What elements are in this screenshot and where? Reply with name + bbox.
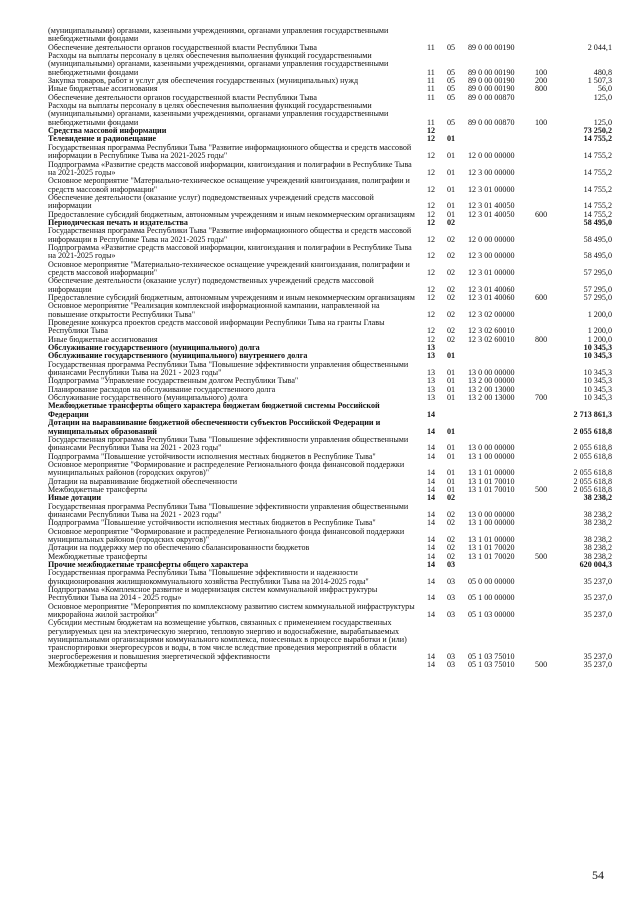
row-description: Телевидение и радиовещание: [48, 134, 157, 144]
section-code: 12: [427, 201, 436, 211]
amount: 14 755,2: [583, 134, 612, 144]
amount: 58 495,0: [583, 251, 612, 261]
target-article-code: 05 1 03 75010: [468, 660, 515, 670]
row-description: Обслуживание государственного (муниципального) долга: [48, 343, 260, 353]
target-article-code: 05 0 00 00000: [468, 576, 515, 586]
section-code: 12: [427, 293, 436, 302]
amount: 57 295,0: [583, 293, 612, 302]
row-description: Подпрограмма "Повышение устойчивости исполнения местных бюджетов в Республике Тыва": [48, 451, 376, 461]
row-description: Дотации на выравнивание бюджетной обеспеченности: [48, 476, 238, 486]
target-article-code: 13 1 00 00000: [468, 451, 515, 461]
table-row: [48, 569, 613, 586]
amount: 10 345,3: [583, 384, 612, 394]
amount: 1 200,0: [587, 334, 612, 344]
amount: 14 755,2: [583, 201, 612, 211]
budget-table: [48, 27, 613, 669]
subsection-code: 02: [447, 251, 456, 261]
table-row: [48, 361, 613, 378]
subsection-code: 01: [447, 384, 456, 394]
row-description: Основное мероприятие "Формирование и распределение Регионального фонда финансовой поддержки муниципальных районов (городских округов)": [48, 459, 405, 478]
amount: 2 055 618,8: [573, 426, 612, 436]
row-description: Государственная программа Республики Тыва "Развитие информационного общества и средств массовой информации в Республике Тыва на 2021-2025 годы": [48, 226, 412, 244]
subsection-code: 05: [447, 92, 456, 102]
target-article-code: 13 2 00 00000: [468, 376, 515, 386]
row-description: Подпрограмма «Развитие средств массовой информации, книгоиздания и полиграфии в Республике Тыва на 2021-2025 годы»: [48, 242, 412, 261]
subsection-code: 01: [447, 376, 456, 386]
target-article-code: 13 0 00 00000: [468, 443, 515, 453]
table-row: [48, 102, 613, 127]
section-code: 14: [427, 409, 436, 419]
target-article-code: 13 1 01 00000: [468, 534, 515, 544]
page-number: 54: [592, 868, 604, 882]
amount: 38 238,2: [583, 509, 612, 519]
table-row: [48, 586, 613, 603]
row-description: Государственная программа Республики Тыва "Развитие информационного общества и средств массовой информации в Республике Тыва на 2021-2025 годы": [48, 142, 412, 161]
subsection-code: 05: [447, 84, 456, 94]
amount: 35 237,0: [583, 576, 612, 586]
section-code: 14: [427, 476, 436, 486]
row-description: Предоставление субсидий бюджетным, автономным учреждениям и иным некоммерческим организациям: [48, 209, 415, 219]
section-code: 14: [427, 610, 436, 620]
row-description: Государственная программа Республики Тыва "Повышение эффективности и надежности функционирования жилищнокоммунального хозяйства Республики Тыва на 2014-2025 годы": [48, 568, 369, 586]
section-code: 12: [427, 267, 436, 277]
amount: 14 755,2: [583, 167, 612, 177]
section-code: 14: [427, 551, 436, 561]
table-row: [48, 161, 613, 178]
row-description: Обеспечение деятельности (оказание услуг) подведомственных учреждений средств массовой информации: [48, 192, 374, 211]
row-description: Закупка товаров, работ и услуг для обеспечения государственных (муниципальных) нужд: [48, 76, 359, 86]
table-row: [48, 177, 613, 194]
row-description: Обслуживание государственного (муниципального) внутреннего долга: [48, 351, 308, 361]
target-article-code: 89 0 00 00190: [468, 67, 515, 77]
section-code: 14: [427, 443, 436, 453]
section-code: 13: [427, 343, 436, 353]
row-description: Обеспечение деятельности (оказание услуг) подведомственных учреждений средств массовой информации: [48, 276, 374, 294]
amount: 125,0: [593, 117, 612, 127]
subsection-code: 01: [447, 134, 456, 144]
target-article-code: 13 1 01 70020: [468, 543, 515, 553]
table-row: [48, 486, 613, 494]
table-row: [48, 603, 613, 620]
subsection-code: 01: [447, 451, 456, 461]
row-description: Подпрограмма «Комплексное развитие и модернизация систем коммунальной инфраструктуры Республики Тыва на 2014 - 2025 годы»: [48, 585, 378, 603]
table-row: [48, 436, 613, 453]
subsection-code: 01: [447, 201, 456, 211]
table-row: [48, 302, 613, 319]
target-article-code: 12 3 01 00000: [468, 267, 515, 277]
row-description: Основное мероприятие "Мероприятия по комплексному развитию систем коммунальной инфраструктуры микрорайона жилой застройки": [48, 601, 415, 620]
table-row: [48, 244, 613, 261]
subsection-code: 02: [447, 551, 456, 561]
expense-type-code: 600: [535, 293, 548, 302]
target-article-code: 05 1 00 00000: [468, 593, 515, 603]
subsection-code: 03: [447, 651, 456, 661]
subsection-code: 02: [447, 509, 456, 519]
subsection-code: 02: [447, 493, 456, 503]
row-description: Основное мероприятие "Материально-техническое оснащение учреждений книгоиздания, полиграфии и средств массовой информации": [48, 176, 410, 194]
amount: 35 237,0: [583, 593, 612, 603]
table-row: [48, 661, 613, 669]
target-article-code: 13 1 01 00000: [468, 468, 515, 478]
row-description: Планирование расходов на обслуживание государственного долга: [48, 384, 276, 394]
subsection-code: 03: [447, 576, 456, 586]
row-description: Государственная программа Республики Тыва "Повышение эффективности управления общественными финансами Республики Тыва на 2021 - 2023 годы": [48, 434, 409, 453]
expense-type-code: 800: [535, 334, 548, 344]
amount: 38 238,2: [583, 543, 612, 553]
target-article-code: 89 0 00 00190: [468, 76, 515, 86]
row-description: Обеспечение деятельности органов государственной власти Республики Тыва: [48, 42, 317, 52]
expense-type-code: 100: [535, 117, 548, 127]
table-row: [48, 144, 613, 161]
row-description: (муниципальными) органами, казенными учреждениями, органами управления государственными внебюджетными фондами: [48, 26, 389, 44]
section-code: 14: [427, 493, 436, 503]
subsection-code: 01: [447, 443, 456, 453]
amount: 2 044,1: [587, 42, 612, 52]
row-description: Предоставление субсидий бюджетным, автономным учреждениям и иным некоммерческим организациям: [48, 293, 415, 302]
section-code: 12: [427, 134, 436, 144]
section-code: 11: [427, 42, 435, 52]
section-code: 12: [427, 326, 436, 336]
section-code: 14: [427, 451, 436, 461]
subsection-code: 01: [447, 393, 456, 403]
amount: 10 345,3: [583, 376, 612, 386]
target-article-code: 12 3 00 00000: [468, 167, 515, 177]
amount: 1 200,0: [587, 309, 612, 319]
section-code: 14: [427, 468, 436, 478]
section-code: 13: [427, 368, 436, 378]
amount: 480,8: [593, 67, 612, 77]
expense-type-code: 200: [535, 76, 548, 86]
amount: 2 055 618,8: [573, 443, 612, 453]
amount: 38 238,2: [583, 534, 612, 544]
row-description: Субсидии местным бюджетам на возмещение убытков, связанных с применением государственных регулируемых цен на электрическую энергию, тепловую энергию и водоснабжение, вырабатываемых муниципальными организациями коммунального комплекса, понесенных в процессе выработки и (или) транспортировки энергоресурсов и воды, в том числе вследствие проведения мероприятий в области энергосбережения и повышения энергетической эффективности: [48, 618, 407, 661]
amount: 2 713 861,3: [573, 409, 612, 419]
subsection-code: 01: [447, 209, 456, 219]
subsection-code: 02: [447, 217, 456, 227]
subsection-code: 03: [447, 593, 456, 603]
section-code: 12: [427, 334, 436, 344]
amount: 1 200,0: [587, 326, 612, 336]
table-row: [48, 194, 613, 211]
section-code: 12: [427, 234, 436, 244]
table-row: [48, 619, 613, 661]
target-article-code: 13 1 01 70010: [468, 476, 515, 486]
subsection-code: 01: [447, 484, 456, 494]
target-article-code: 12 3 01 40050: [468, 201, 515, 211]
row-description: Иные дотации: [48, 493, 102, 503]
table-row: [48, 277, 613, 294]
subsection-code: 05: [447, 76, 456, 86]
section-code: 12: [427, 126, 436, 136]
subsection-code: 03: [447, 660, 456, 670]
section-code: 14: [427, 560, 436, 569]
row-description: Межбюджетные трансферты: [48, 551, 148, 561]
target-article-code: 13 0 00 00000: [468, 509, 515, 519]
amount: 38 238,2: [583, 551, 612, 561]
section-code: 13: [427, 376, 436, 386]
expense-type-code: 600: [535, 209, 548, 219]
row-description: Межбюджетные трансферты: [48, 484, 148, 494]
subsection-code: 02: [447, 309, 456, 319]
target-article-code: 12 3 02 60010: [468, 334, 515, 344]
row-description: Государственная программа Республики Тыва "Повышение эффективности управления общественными финансами Республики Тыва на 2021 - 2023 годы": [48, 359, 409, 378]
subsection-code: 03: [447, 560, 456, 569]
section-code: 12: [427, 167, 436, 177]
subsection-code: 01: [447, 476, 456, 486]
row-description: Прочие межбюджетные трансферты общего характера: [48, 560, 249, 569]
section-code: 14: [427, 534, 436, 544]
amount: 38 238,2: [583, 518, 612, 528]
section-row: [48, 402, 613, 419]
target-article-code: 12 3 00 00000: [468, 251, 515, 261]
row-description: Периодическая печать и издательства: [48, 217, 188, 227]
subsection-code: 01: [447, 368, 456, 378]
target-article-code: 12 3 01 00000: [468, 184, 515, 194]
row-description: Средства массовой информации: [48, 126, 167, 136]
target-article-code: 12 3 01 40060: [468, 284, 515, 294]
subsection-code: 02: [447, 518, 456, 528]
amount: 58 495,0: [583, 234, 612, 244]
target-article-code: 12 0 00 00000: [468, 151, 515, 161]
section-code: 11: [427, 92, 435, 102]
row-description: Дотации на выравнивание бюджетной обеспеченности субъектов Российской Федерации и муниципальных образований: [48, 418, 381, 436]
subsection-code: 03: [447, 610, 456, 620]
amount: 73 250,2: [583, 126, 612, 136]
row-description: Основное мероприятие "Формирование и распределение Регионального фонда финансовой поддержки муниципальных районов (городских округов)": [48, 526, 405, 544]
amount: 10 345,3: [583, 393, 612, 403]
section-code: 12: [427, 251, 436, 261]
target-article-code: 89 0 00 00870: [468, 117, 515, 127]
target-article-code: 12 3 02 60010: [468, 326, 515, 336]
amount: 58 495,0: [583, 217, 612, 227]
amount: 620 004,3: [579, 560, 612, 569]
section-code: 13: [427, 384, 436, 394]
subsection-code: 02: [447, 534, 456, 544]
table-row: [48, 503, 613, 520]
subsection-code: 05: [447, 117, 456, 127]
amount: 35 237,0: [583, 651, 612, 661]
table-row: [48, 261, 613, 278]
section-code: 14: [427, 426, 436, 436]
amount: 57 295,0: [583, 267, 612, 277]
row-description: Межбюджетные трансферты общего характера бюджетам бюджетной системы Российской Федерации: [48, 401, 380, 419]
section-code: 14: [427, 576, 436, 586]
subsection-code: 01: [447, 468, 456, 478]
amount: 14 755,2: [583, 209, 612, 219]
table-row: [48, 27, 613, 44]
amount: 2 055 618,8: [573, 468, 612, 478]
expense-type-code: 500: [535, 660, 548, 670]
table-row: [48, 461, 613, 478]
section-code: 14: [427, 509, 436, 519]
section-code: 11: [427, 76, 435, 86]
subsection-code: 01: [447, 351, 456, 361]
section-code: 12: [427, 284, 436, 294]
expense-type-code: 700: [535, 393, 548, 403]
target-article-code: 13 1 01 70010: [468, 484, 515, 494]
subsection-code: 02: [447, 543, 456, 553]
subsection-code: 05: [447, 42, 456, 52]
row-description: Расходы на выплаты персоналу в целях обеспечения выполнения функций государственными (муниципальными) органами, казенными учреждениями, органами управления государственными внебюджетными фондами: [48, 51, 389, 77]
section-code: 13: [427, 393, 436, 403]
target-article-code: 05 1 03 00000: [468, 610, 515, 620]
amount: 10 345,3: [583, 351, 612, 361]
target-article-code: 13 0 00 00000: [468, 368, 515, 378]
row-description: Государственная программа Республики Тыва "Повышение эффективности управления общественными финансами Республики Тыва на 2021 - 2023 годы": [48, 501, 409, 519]
target-article-code: 13 1 00 00000: [468, 518, 515, 528]
target-article-code: 89 0 00 00190: [468, 42, 515, 52]
table-row: [48, 528, 613, 545]
row-description: Основное мероприятие "Материально-техническое оснащение учреждений книгоиздания, полиграфии и средств массовой информации": [48, 259, 410, 277]
subsection-code: 02: [447, 234, 456, 244]
amount: 14 755,2: [583, 151, 612, 161]
amount: 2 055 618,8: [573, 451, 612, 461]
amount: 35 237,0: [583, 610, 612, 620]
target-article-code: 05 1 03 75010: [468, 651, 515, 661]
target-article-code: 12 3 02 00000: [468, 309, 515, 319]
amount: 125,0: [593, 92, 612, 102]
row-description: Иные бюджетные ассигнования: [48, 334, 158, 344]
amount: 10 345,3: [583, 343, 612, 353]
row-description: Расходы на выплаты персоналу в целях обеспечения выполнения функций государственными (муниципальными) органами, казенными учреждениями, органами управления государственными внебюджетными фондами: [48, 101, 389, 127]
section-code: 12: [427, 184, 436, 194]
row-description: Обеспечение деятельности органов государственной власти Республики Тыва: [48, 92, 317, 102]
target-article-code: 13 2 00 13000: [468, 384, 515, 394]
amount: 57 295,0: [583, 284, 612, 294]
subsection-code: 02: [447, 267, 456, 277]
section-code: 12: [427, 309, 436, 319]
amount: 14 755,2: [583, 184, 612, 194]
target-article-code: 13 1 01 70020: [468, 551, 515, 561]
expense-type-code: 500: [535, 551, 548, 561]
target-article-code: 89 0 00 00190: [468, 84, 515, 94]
section-code: 11: [427, 84, 435, 94]
expense-type-code: 100: [535, 67, 548, 77]
section-code: 14: [427, 593, 436, 603]
row-description: Проведение конкурса проектов средств массовой информации Республики Тыва на гранты Главы Республики Тыва: [48, 318, 385, 336]
section-code: 12: [427, 151, 436, 161]
subsection-code: 02: [447, 293, 456, 302]
amount: 10 345,3: [583, 368, 612, 378]
amount: 38 238,2: [583, 493, 612, 503]
section-code: 14: [427, 543, 436, 553]
target-article-code: 12 3 01 40060: [468, 293, 515, 302]
subsection-code: 01: [447, 184, 456, 194]
section-code: 13: [427, 351, 436, 361]
section-code: 11: [427, 117, 435, 127]
table-row: [48, 52, 613, 77]
subsection-code: 02: [447, 326, 456, 336]
section-code: 12: [427, 209, 436, 219]
section-code: 14: [427, 484, 436, 494]
amount: 56,0: [597, 84, 612, 94]
row-description: Подпрограмма "Управление государственным долгом Республики Тыва": [48, 376, 299, 386]
amount: 2 055 618,8: [573, 484, 612, 494]
expense-type-code: 500: [535, 484, 548, 494]
target-article-code: 89 0 00 00870: [468, 92, 515, 102]
row-description: Дотации на поддержку мер по обеспечению сбалансированности бюджетов: [48, 543, 310, 553]
subsection-code: 02: [447, 284, 456, 294]
row-description: Межбюджетные трансферты: [48, 660, 148, 670]
target-article-code: 13 2 00 13000: [468, 393, 515, 403]
section-code: 11: [427, 67, 435, 77]
section-code: 14: [427, 651, 436, 661]
row-description: Обслуживание государственного (муниципального) долга: [48, 393, 248, 403]
section-code: 14: [427, 518, 436, 528]
subsection-code: 01: [447, 167, 456, 177]
subsection-code: 01: [447, 426, 456, 436]
row-description: Подпрограмма «Развитие средств массовой информации, книгоиздания и полиграфии в Республике Тыва на 2021-2025 годы»: [48, 159, 412, 177]
subsection-code: 02: [447, 334, 456, 344]
expense-type-code: 800: [535, 84, 548, 94]
amount: 35 237,0: [583, 660, 612, 670]
amount: 2 055 618,8: [573, 476, 612, 486]
subsection-code: 05: [447, 67, 456, 77]
row-description: Основное мероприятие "Реализация комплексной информационной кампании, направленной на повышение открытости Республики Тыва": [48, 301, 380, 319]
section-row: [48, 419, 613, 436]
target-article-code: 12 0 00 00000: [468, 234, 515, 244]
table-row: [48, 227, 613, 244]
row-description: Иные бюджетные ассигнования: [48, 84, 158, 94]
row-description: Подпрограмма "Повышение устойчивости исполнения местных бюджетов в Республике Тыва": [48, 518, 376, 528]
target-article-code: 12 3 01 40050: [468, 209, 515, 219]
table-row: [48, 319, 613, 336]
section-code: 14: [427, 660, 436, 670]
section-code: 12: [427, 217, 436, 227]
amount: 1 507,3: [587, 76, 612, 86]
subsection-code: 01: [447, 151, 456, 161]
